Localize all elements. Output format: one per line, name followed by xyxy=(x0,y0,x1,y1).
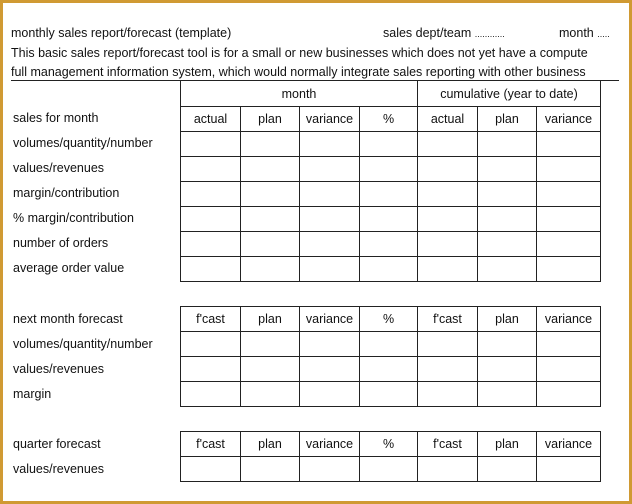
table-row xyxy=(181,357,601,382)
row-label: margin xyxy=(13,387,52,401)
input-cell[interactable] xyxy=(418,457,478,482)
dept-blank[interactable]: ............ xyxy=(474,29,505,39)
input-cell[interactable] xyxy=(241,382,300,407)
sales-for-month-table xyxy=(180,80,601,282)
input-cell[interactable] xyxy=(360,132,418,157)
input-cell[interactable] xyxy=(360,182,418,207)
input-cell[interactable] xyxy=(537,157,601,182)
document-title: monthly sales report/forecast (template) xyxy=(11,26,232,40)
input-cell[interactable] xyxy=(181,382,241,407)
column-header: actual xyxy=(418,107,478,132)
input-cell[interactable] xyxy=(537,257,601,282)
input-cell[interactable] xyxy=(418,207,478,232)
input-cell[interactable] xyxy=(241,257,300,282)
input-cell[interactable] xyxy=(478,457,537,482)
group-header-month: month xyxy=(181,81,418,107)
group-header-cumulative: cumulative (year to date) xyxy=(418,81,601,107)
column-header: plan xyxy=(241,432,300,457)
column-header: plan xyxy=(241,107,300,132)
row-label: % margin/contribution xyxy=(13,211,134,225)
column-header: f'cast xyxy=(418,432,478,457)
column-header: variance xyxy=(300,107,360,132)
input-cell[interactable] xyxy=(181,157,241,182)
input-cell[interactable] xyxy=(537,382,601,407)
column-header: plan xyxy=(478,432,537,457)
input-cell[interactable] xyxy=(300,157,360,182)
input-cell[interactable] xyxy=(360,382,418,407)
input-cell[interactable] xyxy=(537,357,601,382)
input-cell[interactable] xyxy=(478,157,537,182)
input-cell[interactable] xyxy=(181,182,241,207)
input-cell[interactable] xyxy=(537,457,601,482)
column-header: plan xyxy=(241,307,300,332)
column-header: variance xyxy=(300,432,360,457)
column-header: % xyxy=(360,107,418,132)
column-header: variance xyxy=(537,107,601,132)
quarter-forecast-table xyxy=(180,431,601,482)
row-label: volumes/quantity/number xyxy=(13,136,153,150)
row-label: average order value xyxy=(13,261,125,275)
input-cell[interactable] xyxy=(478,207,537,232)
input-cell[interactable] xyxy=(360,257,418,282)
input-cell[interactable] xyxy=(418,157,478,182)
input-cell[interactable] xyxy=(300,382,360,407)
input-cell[interactable] xyxy=(181,232,241,257)
column-header: variance xyxy=(537,307,601,332)
next-month-forecast-table xyxy=(180,306,601,407)
input-cell[interactable] xyxy=(478,382,537,407)
input-cell[interactable] xyxy=(478,332,537,357)
column-header: % xyxy=(360,307,418,332)
input-cell[interactable] xyxy=(537,232,601,257)
column-header: % xyxy=(360,432,418,457)
input-cell[interactable] xyxy=(537,332,601,357)
input-cell[interactable] xyxy=(241,232,300,257)
row-label: number of orders xyxy=(13,236,109,250)
input-cell[interactable] xyxy=(360,332,418,357)
month-blank[interactable]: ..... xyxy=(597,29,610,39)
row-label: values/revenues xyxy=(13,161,105,175)
table-row xyxy=(181,207,601,232)
input-cell[interactable] xyxy=(300,332,360,357)
input-cell[interactable] xyxy=(241,157,300,182)
column-header: f'cast xyxy=(418,307,478,332)
row-label: volumes/quantity/number xyxy=(13,337,153,351)
intro-line-1: This basic sales report/forecast tool is for a small or new businesses which does not yet have a compute xyxy=(11,46,588,60)
row-label: values/revenues xyxy=(13,362,105,376)
column-header: variance xyxy=(300,307,360,332)
column-header: actual xyxy=(181,107,241,132)
dept-label-text: sales dept/team xyxy=(383,26,472,40)
input-cell[interactable] xyxy=(241,357,300,382)
input-cell[interactable] xyxy=(181,457,241,482)
input-cell[interactable] xyxy=(241,332,300,357)
table-row xyxy=(181,457,601,482)
input-cell[interactable] xyxy=(181,207,241,232)
input-cell[interactable] xyxy=(241,132,300,157)
input-cell[interactable] xyxy=(241,182,300,207)
input-cell[interactable] xyxy=(478,357,537,382)
input-cell[interactable] xyxy=(418,332,478,357)
input-cell[interactable] xyxy=(300,207,360,232)
input-cell[interactable] xyxy=(537,132,601,157)
table-row xyxy=(181,232,601,257)
section-title-quarter-forecast: quarter forecast xyxy=(13,437,101,451)
input-cell[interactable] xyxy=(418,182,478,207)
row-label: values/revenues xyxy=(13,462,105,476)
input-cell[interactable] xyxy=(478,257,537,282)
column-header: f'cast xyxy=(181,432,241,457)
section-title-next-month-forecast: next month forecast xyxy=(13,312,123,326)
table-row xyxy=(181,157,601,182)
input-cell[interactable] xyxy=(418,232,478,257)
input-cell[interactable] xyxy=(537,207,601,232)
input-cell[interactable] xyxy=(360,232,418,257)
input-cell[interactable] xyxy=(360,207,418,232)
input-cell[interactable] xyxy=(300,357,360,382)
input-cell[interactable] xyxy=(181,332,241,357)
column-header: variance xyxy=(537,432,601,457)
dept-label xyxy=(383,26,505,41)
input-cell[interactable] xyxy=(360,357,418,382)
column-header: plan xyxy=(478,107,537,132)
section-title-sales-for-month: sales for month xyxy=(13,111,99,125)
input-cell[interactable] xyxy=(181,132,241,157)
input-cell[interactable] xyxy=(360,157,418,182)
row-label: margin/contribution xyxy=(13,186,120,200)
input-cell[interactable] xyxy=(300,182,360,207)
input-cell[interactable] xyxy=(300,132,360,157)
table-row xyxy=(181,257,601,282)
input-cell[interactable] xyxy=(418,132,478,157)
table-row xyxy=(181,132,601,157)
input-cell[interactable] xyxy=(300,257,360,282)
input-cell[interactable] xyxy=(478,232,537,257)
input-cell[interactable] xyxy=(241,457,300,482)
input-cell[interactable] xyxy=(418,382,478,407)
input-cell[interactable] xyxy=(537,182,601,207)
table-row xyxy=(181,382,601,407)
column-header: f'cast xyxy=(181,307,241,332)
input-cell[interactable] xyxy=(300,457,360,482)
input-cell[interactable] xyxy=(418,357,478,382)
input-cell[interactable] xyxy=(181,257,241,282)
input-cell[interactable] xyxy=(181,357,241,382)
month-label xyxy=(559,26,610,41)
input-cell[interactable] xyxy=(300,232,360,257)
input-cell[interactable] xyxy=(478,182,537,207)
column-header: plan xyxy=(478,307,537,332)
input-cell[interactable] xyxy=(418,257,478,282)
input-cell[interactable] xyxy=(360,457,418,482)
month-label-text: month xyxy=(559,26,594,40)
table-row xyxy=(181,332,601,357)
input-cell[interactable] xyxy=(241,207,300,232)
table-row xyxy=(181,182,601,207)
input-cell[interactable] xyxy=(478,132,537,157)
intro-line-2: full management information system, which would normally integrate sales reporting with other business xyxy=(11,65,586,79)
